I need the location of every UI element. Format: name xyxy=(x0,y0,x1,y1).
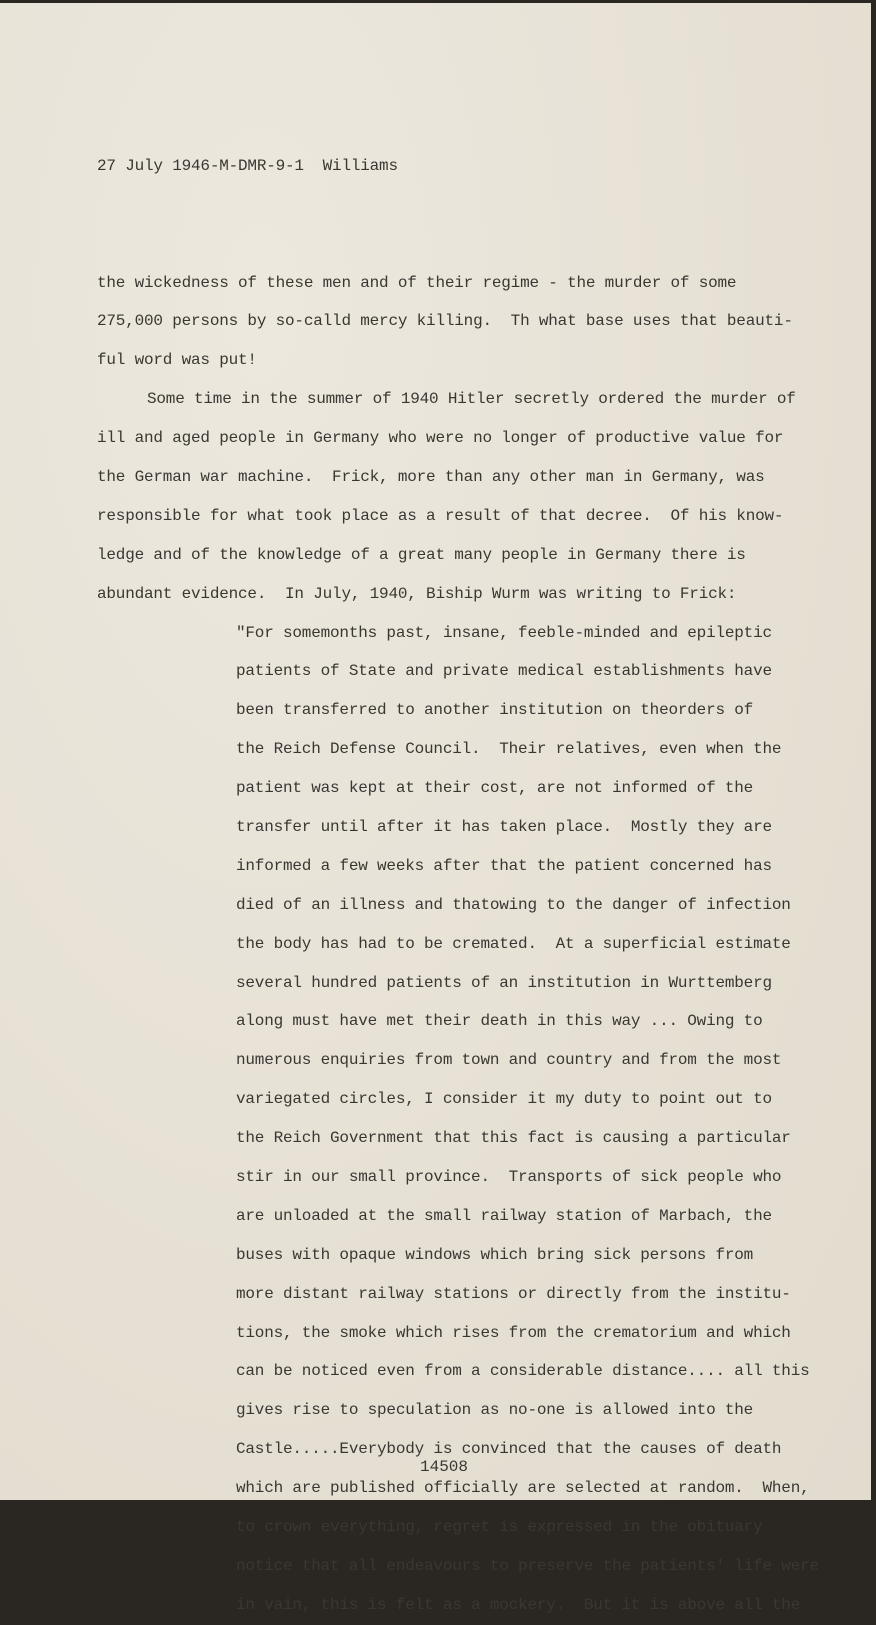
header-line: 27 July 1946-M-DMR-9-1 Williams xyxy=(97,156,398,175)
quote-line: been transferred to another institution on theorders of xyxy=(236,701,754,720)
quote-line: along must have met their death in this way ... Owing to xyxy=(236,1012,763,1031)
paragraph1-line: 275,000 persons by so-calld mercy killing. Th what base uses that beauti- xyxy=(97,312,793,331)
quote-line: which are published officially are selected at random. When, xyxy=(236,1479,810,1498)
quote-line: to crown everything, regret is expressed in the obituary xyxy=(236,1518,763,1537)
quote-line: notice that all endeavours to preserve the patients' life were xyxy=(236,1556,819,1575)
paragraph2-line: abundant evidence. In July, 1940, Biship Wurm was writing to Frick: xyxy=(97,584,737,603)
paragraph1-line: the wickedness of these men and of their regime - the murder of some xyxy=(97,273,737,292)
paragraph2-line: the German war machine. Frick, more than any other man in Germany, was xyxy=(97,467,765,486)
quote-line: died of an illness and thatowing to the danger of infection xyxy=(236,895,791,914)
quote-line: can be noticed even from a considerable distance.... all this xyxy=(236,1362,810,1381)
quote-line: gives rise to speculation as no-one is allowed into the xyxy=(236,1401,754,1420)
quote-line: buses with opaque windows which bring sick persons from xyxy=(236,1245,754,1264)
quote-line: several hundred patients of an institution in Wurttemberg xyxy=(236,973,772,992)
quote-line: the body has had to be cremated. At a superficial estimate xyxy=(236,934,791,953)
quote-line: informed a few weeks after that the patient concerned has xyxy=(236,856,772,875)
quote-line: transfer until after it has taken place. Mostly they are xyxy=(236,817,772,836)
quote-line: patient was kept at their cost, are not informed of the xyxy=(236,779,754,798)
quote-line: in vain, this is felt as a mockery. But it is above all the xyxy=(236,1595,801,1614)
quote-line: are unloaded at the small railway station of Marbach, the xyxy=(236,1206,772,1225)
page-number: 14508 xyxy=(420,1458,469,1476)
document-page xyxy=(0,3,871,1614)
document-body xyxy=(0,69,871,1625)
quote-line: tions, the smoke which rises from the crematorium and which xyxy=(236,1323,791,1342)
paragraph2-line: ill and aged people in Germany who were no longer of productive value for xyxy=(97,429,784,448)
quote-line: numerous enquiries from town and country and from the most xyxy=(236,1051,782,1070)
quote-line: more distant railway stations or directly from the institu- xyxy=(236,1284,791,1303)
quote-line: patients of State and private medical establishments have xyxy=(236,662,772,681)
paragraph2-line: responsible for what took place as a result of that decree. Of his know- xyxy=(97,506,784,525)
quote-line: variegated circles, I consider it my duty to point out to xyxy=(236,1090,772,1109)
quote-line: Castle.....Everybody is convinced that the causes of death xyxy=(236,1440,782,1459)
paragraph2-line: Some time in the summer of 1940 Hitler secretly ordered the murder of xyxy=(147,390,796,409)
quote-line: stir in our small province. Transports of sick people who xyxy=(236,1168,782,1186)
paragraph2-line: ledge and of the knowledge of a great many people in Germany there is xyxy=(97,545,746,564)
quote-line: the Reich Defense Council. Their relatives, even when the xyxy=(236,740,782,759)
paragraph1-line: ful word was put! xyxy=(97,351,257,370)
quote-line: "For somemonths past, insane, feeble-minded and epileptic xyxy=(236,623,772,642)
quote-line: the Reich Government that this fact is causing a particular xyxy=(236,1129,791,1148)
